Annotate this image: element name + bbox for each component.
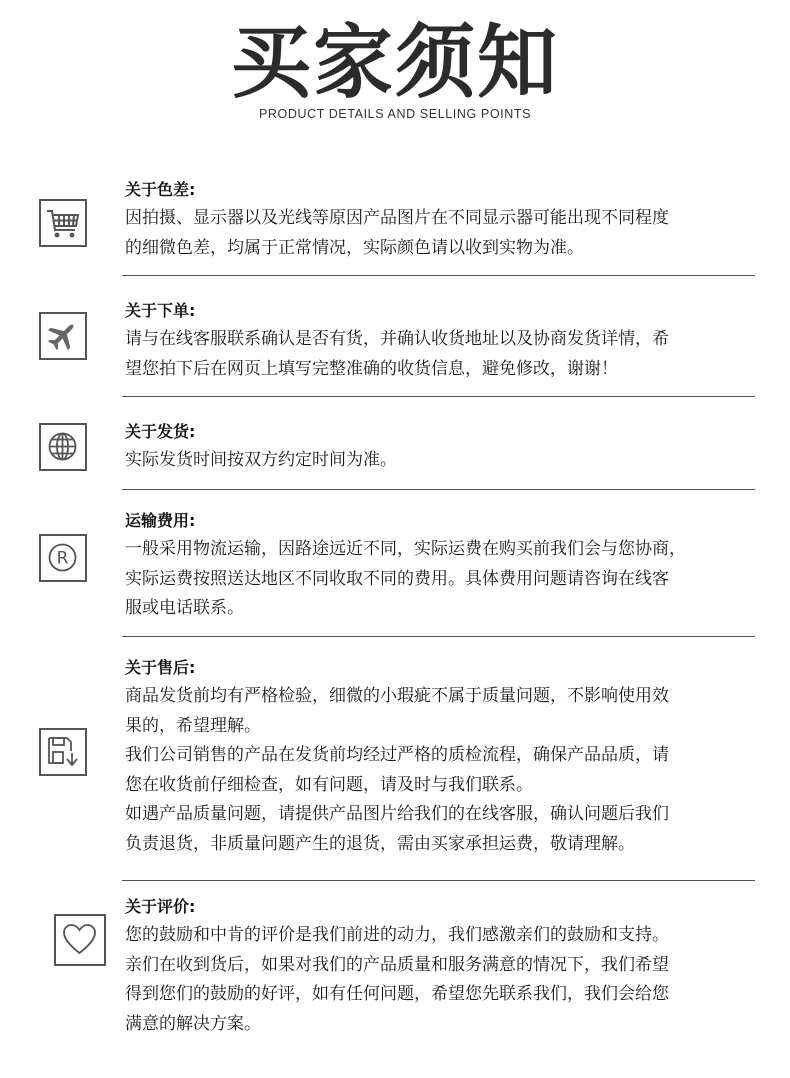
section-text: 实际运费按照送达地区不同收取不同的费用。具体费用问题请咨询在线客 (125, 568, 669, 589)
section-text: 您的鼓励和中肯的评价是我们前进的动力，我们感激亲们的鼓励和支持。 (125, 925, 669, 945)
section-text: 果的，希望理解。 (125, 715, 261, 736)
section-text: 望您拍下后在网页上填写完整准确的收货信息，避免修改，谢谢！ (125, 358, 618, 379)
section-text: 一般采用物流运输，因路途远近不同，实际运费在购买前我们会与您协商， (125, 539, 686, 559)
registered-icon (39, 534, 87, 582)
globe-icon (39, 423, 87, 471)
section-title: 关于评价: (125, 897, 196, 916)
section-text: 负责退货，非质量问题产生的退货，需由买家承担运费，敬请理解。 (125, 833, 635, 854)
shopping-cart-icon (39, 199, 87, 247)
svg-text:R: R (56, 548, 69, 569)
section-title: 关于色差: (125, 180, 196, 199)
section-text: 实际发货时间按双方约定时间为准。 (125, 450, 397, 470)
section-text: 如遇产品质量问题，请提供产品图片给我们的在线客服，确认问题后我们 (125, 804, 669, 824)
section-text: 得到您们的鼓励的好评，如有任何问题，希望您先联系我们，我们会给您 (125, 984, 669, 1004)
section-text: 我们公司销售的产品在发货前均经过严格的质检流程，确保产品品质，请 (125, 745, 669, 765)
section-after-sales (125, 656, 755, 859)
section-title: 关于发货: (125, 422, 196, 441)
divider (122, 396, 755, 397)
divider (122, 636, 755, 637)
divider (122, 275, 755, 276)
section-title: 关于下单: (125, 301, 196, 320)
section-text: 服或电话联系。 (125, 598, 244, 618)
section-shipping (125, 420, 755, 476)
divider (122, 880, 755, 881)
section-text: 因拍摄、显示器以及光线等原因产品图片在不同显示器可能出现不同程度 (125, 208, 669, 228)
divider (122, 489, 755, 490)
section-ordering (125, 299, 755, 384)
section-text: 商品发货前均有严格检验，细微的小瑕疵不属于质量问题，不影响使用效 (125, 686, 669, 706)
section-text: 满意的解决方案。 (125, 1013, 261, 1034)
section-text: 请与在线客服联系确认是否有货，并确认收货地址以及协商发货详情，希 (125, 329, 669, 349)
airplane-icon (39, 312, 87, 360)
section-text: 亲们在收到货后，如果对我们的产品质量和服务满意的情况下，我们希望 (125, 954, 669, 975)
section-title: 运输费用: (125, 511, 196, 530)
page-subtitle: PRODUCT DETAILS AND SELLING POINTS (258, 107, 532, 121)
section-shipping-fees (125, 509, 755, 624)
heart-icon (54, 914, 106, 966)
section-text: 的细微色差，均属于正常情况，实际颜色请以收到实物为准。 (125, 237, 584, 258)
section-reviews (125, 895, 755, 1039)
section-text: 您在收货前仔细检查，如有问题，请及时与我们联系。 (125, 774, 533, 795)
section-color-difference (125, 178, 755, 263)
page-title: 买家须知 (231, 16, 559, 109)
save-download-icon (39, 728, 87, 776)
section-title: 关于售后: (125, 658, 196, 677)
